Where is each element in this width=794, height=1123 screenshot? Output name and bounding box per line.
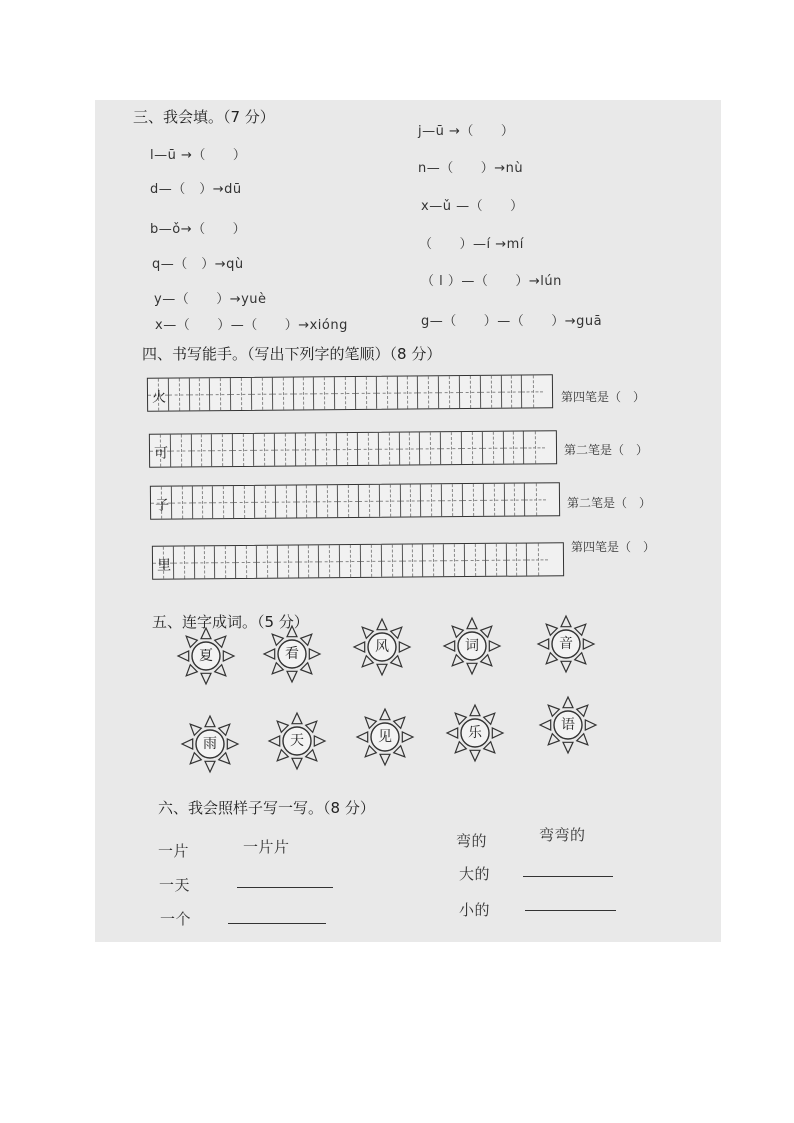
grid-cell <box>295 433 316 465</box>
pinyin-item: l—ū →（ ） <box>150 148 247 163</box>
grid-cell <box>439 376 460 408</box>
grid-cell <box>172 486 193 518</box>
word-prompt: 一个 <box>160 910 192 928</box>
grid-char: 子 <box>154 497 170 514</box>
answer-blank[interactable] <box>237 887 333 888</box>
word-prompt: 一片 <box>158 842 190 860</box>
grid-cell <box>338 485 359 517</box>
grid-cell <box>275 434 296 466</box>
grid-cell <box>278 546 299 578</box>
grid-cell <box>503 432 524 464</box>
word-prompt: 弯的 <box>456 832 488 850</box>
grid-cell <box>402 544 423 576</box>
word-prompt: 小的 <box>459 901 491 919</box>
grid-cell <box>501 375 522 407</box>
grid-cell <box>335 377 356 409</box>
answer-blank[interactable] <box>525 910 616 911</box>
sun-char-label: 夏 <box>199 648 213 664</box>
grid-cell <box>486 544 507 576</box>
pinyin-item: q—（ ）→qù <box>152 257 244 272</box>
grid-cell <box>361 545 382 577</box>
stroke-question: 第四笔是（ ） <box>571 540 656 554</box>
sun-char-label: 风 <box>375 639 389 655</box>
grid-cell <box>191 434 212 466</box>
sun-char[interactable] <box>538 695 598 755</box>
stroke-question: 第二笔是（ ） <box>564 443 649 457</box>
grid-cell <box>174 546 195 578</box>
writing-grid <box>149 430 557 468</box>
grid-cell <box>522 375 543 407</box>
section4-title: 四、书写能手。（写出下列字的笔顺）（8 分） <box>142 345 442 363</box>
grid-cell <box>314 377 335 409</box>
grid-cell <box>465 544 486 576</box>
grid-cell <box>236 546 257 578</box>
grid-cell <box>506 544 527 576</box>
grid-cell <box>252 378 273 410</box>
grid-cell <box>483 432 504 464</box>
grid-cell <box>171 434 192 466</box>
grid-cell <box>233 434 254 466</box>
stroke-question: 第四笔是（ ） <box>561 390 646 404</box>
grid-cell <box>442 484 463 516</box>
grid-cell <box>213 486 234 518</box>
grid-char: 火 <box>151 389 167 406</box>
grid-cell <box>484 484 505 516</box>
section3-title: 三、我会填。（7 分） <box>133 108 275 126</box>
grid-cell <box>231 378 252 410</box>
sun-char-label: 雨 <box>203 736 217 752</box>
word-example: 弯弯的 <box>539 826 586 844</box>
grid-cell <box>340 545 361 577</box>
grid-cell <box>444 544 465 576</box>
section6-title: 六、我会照样子写一写。（8 分） <box>158 799 375 817</box>
grid-cell <box>525 483 546 515</box>
grid-cell <box>379 433 400 465</box>
grid-cell <box>215 546 236 578</box>
grid-cell <box>380 485 401 517</box>
section5-title: 五、连字成词。（5 分） <box>152 613 309 631</box>
pinyin-item: （ l ）—（ ）→lún <box>421 274 562 289</box>
grid-cell <box>399 432 420 464</box>
sun-char-label: 天 <box>290 733 304 749</box>
grid-cell <box>382 545 403 577</box>
grid-cell <box>481 376 502 408</box>
sun-char[interactable] <box>176 626 236 686</box>
writing-grid <box>152 542 564 580</box>
grid-cell <box>210 378 231 410</box>
worksheet-page <box>95 100 721 942</box>
grid-cell <box>337 433 358 465</box>
pinyin-item: g—（ ）—（ ）→guā <box>421 314 603 329</box>
sun-char-label: 乐 <box>468 725 482 741</box>
grid-cell <box>524 431 545 463</box>
grid-cell <box>460 376 481 408</box>
sun-char[interactable] <box>442 616 502 676</box>
sun-char-label: 词 <box>465 638 479 654</box>
sun-char[interactable] <box>262 624 322 684</box>
grid-cell <box>194 546 215 578</box>
grid-cell <box>316 433 337 465</box>
sun-char-label: 音 <box>559 636 573 652</box>
grid-cell <box>359 485 380 517</box>
grid-cell <box>293 377 314 409</box>
grid-char: 可 <box>153 445 169 462</box>
grid-char: 里 <box>156 557 172 574</box>
grid-cell <box>423 544 444 576</box>
grid-cell <box>189 378 210 410</box>
sun-char[interactable] <box>445 703 505 763</box>
answer-blank[interactable] <box>523 876 613 877</box>
word-prompt: 一天 <box>159 876 191 894</box>
grid-cell <box>356 377 377 409</box>
grid-cell <box>169 378 190 410</box>
grid-cell <box>234 486 255 518</box>
writing-grid <box>147 374 553 412</box>
grid-cell <box>441 432 462 464</box>
grid-cell <box>317 485 338 517</box>
word-example: 一片片 <box>243 838 290 856</box>
grid-cell <box>400 484 421 516</box>
pinyin-item: d—（ ）→dū <box>150 182 242 197</box>
grid-cell <box>421 484 442 516</box>
answer-blank[interactable] <box>228 923 326 924</box>
grid-cell <box>358 433 379 465</box>
grid-cell <box>463 484 484 516</box>
sun-char-label: 看 <box>285 646 299 662</box>
pinyin-item: j—ū →（ ） <box>418 124 515 139</box>
sun-char[interactable] <box>352 617 412 677</box>
sun-char-label: 见 <box>378 729 392 745</box>
pinyin-item: x—（ ）—（ ）→xióng <box>155 318 348 333</box>
writing-grid <box>150 482 560 520</box>
pinyin-item: （ ）—í →mí <box>419 237 524 252</box>
grid-cell <box>254 434 275 466</box>
grid-cell <box>504 484 525 516</box>
grid-cell <box>192 486 213 518</box>
grid-cell <box>298 545 319 577</box>
grid-cell <box>418 376 439 408</box>
sun-char[interactable] <box>355 707 415 767</box>
pinyin-item: n—（ ）→nù <box>418 161 524 176</box>
stroke-question: 第二笔是（ ） <box>567 496 652 510</box>
sun-char[interactable] <box>180 714 240 774</box>
pinyin-item: y—（ ）→yuè <box>154 292 267 307</box>
grid-cell <box>212 434 233 466</box>
grid-cell <box>257 546 278 578</box>
grid-cell <box>527 543 548 575</box>
pinyin-item: x—ǔ —（ ） <box>421 199 524 214</box>
pinyin-item: b—ǒ→（ ） <box>150 222 247 237</box>
grid-cell <box>255 486 276 518</box>
sun-char[interactable] <box>267 711 327 771</box>
grid-cell <box>377 377 398 409</box>
sun-char-label: 语 <box>561 717 575 733</box>
grid-cell <box>420 432 441 464</box>
grid-cell <box>296 485 317 517</box>
sun-char[interactable] <box>536 614 596 674</box>
grid-cell <box>397 376 418 408</box>
grid-cell <box>273 377 294 409</box>
word-prompt: 大的 <box>459 865 491 883</box>
grid-cell <box>276 486 297 518</box>
grid-cell <box>462 432 483 464</box>
grid-cell <box>319 545 340 577</box>
